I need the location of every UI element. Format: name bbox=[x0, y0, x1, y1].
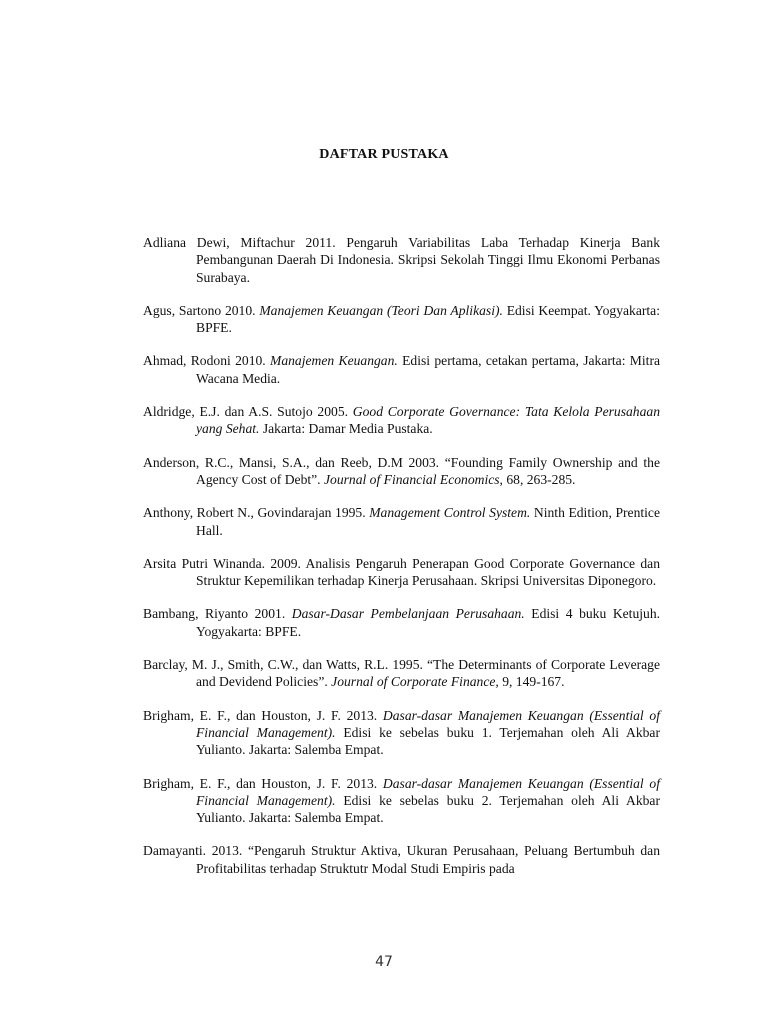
reference-title-italic: Manajemen Keuangan (Teori Dan Aplikasi). bbox=[259, 302, 503, 318]
reference-text: Ninth Edition, Prentice Hall. bbox=[196, 505, 661, 538]
reference-title-italic: Good Corporate Governance: Tata Kelola Perusahaan yang Sehat. bbox=[196, 404, 660, 437]
reference-title-italic: Manajemen Keuangan. bbox=[270, 353, 398, 369]
reference-list bbox=[143, 234, 660, 893]
reference-text: Adliana Dewi, Miftachur 2011. Pengaruh Variabilitas Laba Terhadap Kinerja Bank Pembangunan Daerah Di Indonesia. Skripsi Sekolah Tinggi Ilmu Ekonomi Perbanas Surabaya. bbox=[143, 235, 660, 285]
reference-title-italic: Dasar-dasar Manajemen Keuangan (Essential of Financial Management). bbox=[196, 707, 660, 740]
reference-text: , 9, 149-167. bbox=[495, 674, 565, 690]
reference-text: Edisi ke sebelas buku 1. Terjemahan oleh Ali Akbar Yulianto. Jakarta: Salemba Empat. bbox=[196, 724, 660, 758]
reference-text: Ahmad, Rodoni 2010. bbox=[143, 353, 271, 369]
page-number: 47 bbox=[375, 954, 393, 970]
reference-entry bbox=[143, 775, 660, 827]
reference-text: Brigham, E. F., dan Houston, J. F. 2013. bbox=[143, 775, 383, 791]
reference-text: Arsita Putri Winanda. 2009. Analisis Pengaruh Penerapan Good Corporate Governance dan Struktur Kepemilikan terhadap Kinerja Perusahaan. Skripsi Universitas Diponegoro. bbox=[143, 555, 660, 589]
reference-text: Edisi 4 buku Ketujuh. Yogyakarta: BPFE. bbox=[196, 606, 661, 639]
reference-title-italic: Management Control System. bbox=[369, 505, 531, 521]
reference-entry bbox=[143, 504, 660, 539]
reference-entry bbox=[143, 234, 660, 286]
reference-text: , 68, 263-285. bbox=[499, 471, 576, 487]
reference-entry bbox=[143, 555, 660, 590]
reference-text: Edisi Keempat. Yogyakarta: BPFE. bbox=[196, 302, 660, 336]
reference-title-italic: Dasar-Dasar Pembelanjaan Perusahaan. bbox=[291, 606, 525, 622]
reference-text: Agus, Sartono 2010. bbox=[143, 302, 260, 318]
reference-text: Bambang, Riyanto 2001. bbox=[143, 606, 292, 622]
reference-text: Edisi ke sebelas buku 2. Terjemahan oleh Ali Akbar Yulianto. Jakarta: Salemba Empat. bbox=[196, 792, 660, 826]
reference-entry bbox=[143, 454, 660, 489]
reference-text: Jakarta: Damar Media Pustaka. bbox=[259, 421, 433, 437]
reference-entry bbox=[143, 605, 660, 640]
reference-entry bbox=[143, 656, 660, 691]
reference-entry bbox=[143, 302, 660, 337]
reference-entry bbox=[143, 352, 660, 387]
reference-text: Brigham, E. F., dan Houston, J. F. 2013. bbox=[143, 707, 383, 723]
reference-entry bbox=[143, 707, 660, 759]
reference-title-italic: Dasar-dasar Manajemen Keuangan (Essential of Financial Management). bbox=[196, 775, 660, 808]
reference-entry bbox=[143, 403, 660, 438]
reference-text: Edisi pertama, cetakan pertama, Jakarta: Mitra Wacana Media. bbox=[196, 353, 661, 386]
reference-text: Anthony, Robert N., Govindarajan 1995. bbox=[143, 505, 370, 521]
reference-entry bbox=[143, 842, 660, 877]
reference-text: Damayanti. 2013. “Pengaruh Struktur Aktiva, Ukuran Perusahaan, Peluang Bertumbuh dan Profitabilitas terhadap Struktutr Modal Studi Empiris pada bbox=[143, 843, 660, 876]
reference-text: Anderson, R.C., Mansi, S.A., dan Reeb, D.M 2003. “Founding Family Ownership and the Agency Cost of Debt”. bbox=[143, 454, 660, 487]
reference-text: Barclay, M. J., Smith, C.W., dan Watts, R.L. 1995. “The Determinants of Corporate Leverage and Devidend Policies”. bbox=[143, 657, 660, 690]
reference-title-italic: Journal of Financial Economics bbox=[323, 471, 500, 487]
reference-title-italic: Journal of Corporate Finance bbox=[331, 674, 496, 690]
reference-text: Aldridge, E.J. dan A.S. Sutojo 2005. bbox=[143, 404, 353, 420]
page-title: DAFTAR PUSTAKA bbox=[319, 147, 449, 162]
